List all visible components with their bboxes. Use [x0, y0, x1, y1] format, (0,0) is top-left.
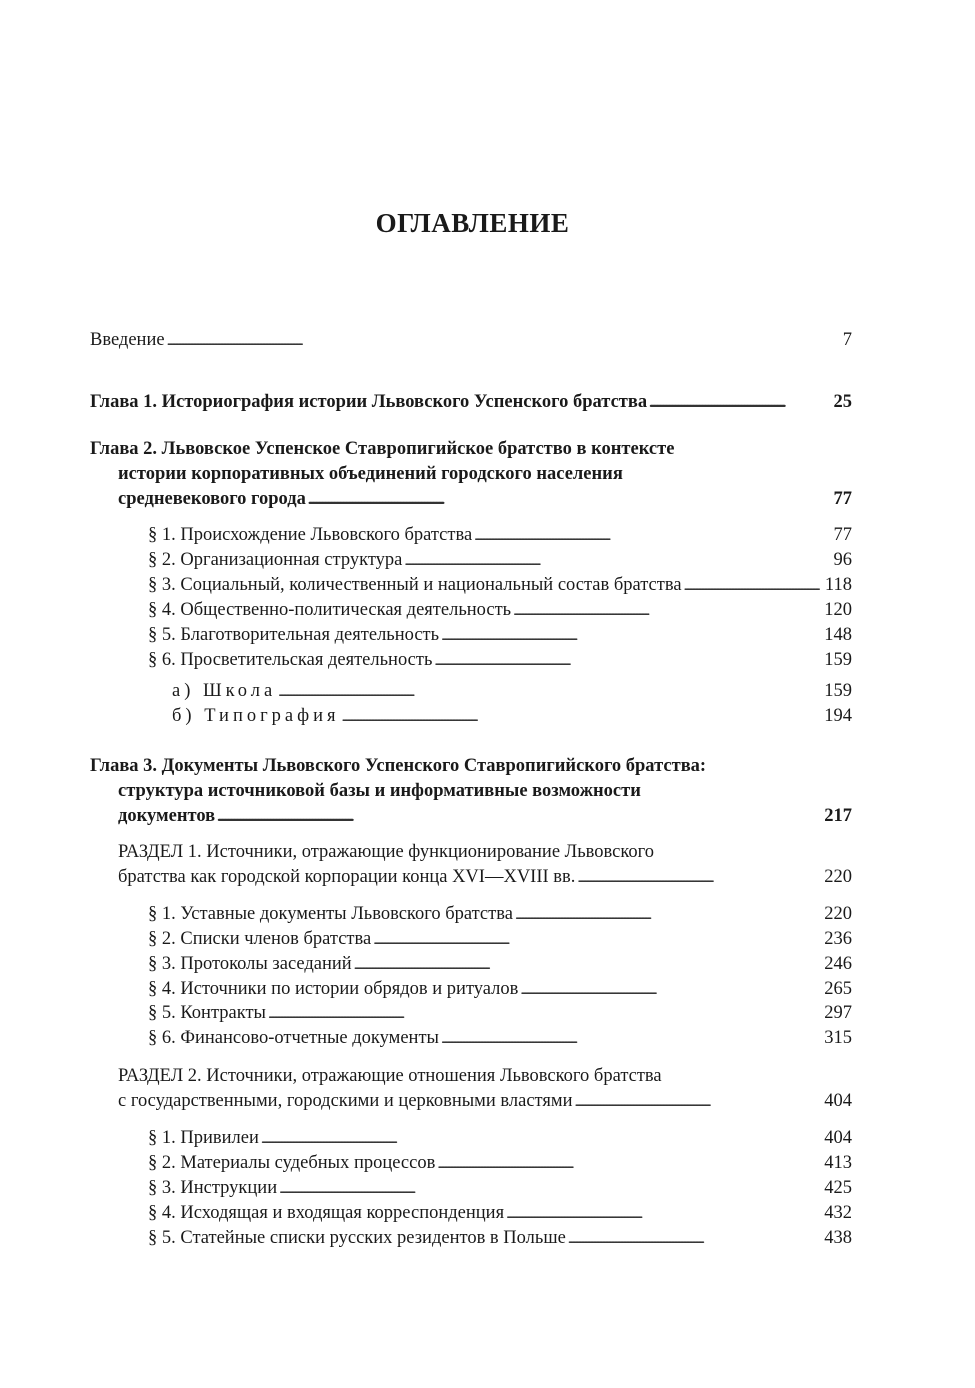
- toc-entry-intro[interactable]: [90, 328, 852, 354]
- leader-dots: [437, 1151, 822, 1177]
- leader-dots: [268, 1001, 822, 1027]
- leader-dots: [684, 573, 823, 599]
- leader-dots: [441, 623, 822, 649]
- leader-dots: [434, 648, 822, 674]
- leader-dots: [167, 328, 841, 354]
- toc-entry-label: с государственными, городскими и церковными властями: [118, 1091, 573, 1111]
- toc-entry-page: 25: [833, 392, 852, 412]
- leader-dots: [506, 1201, 822, 1227]
- toc-item[interactable]: [148, 902, 852, 928]
- leader-dots: [354, 952, 823, 978]
- leader-dots: [441, 1026, 822, 1052]
- toc-entry-page: 404: [824, 1091, 852, 1111]
- toc-entry-label: § 1. Уставные документы Львовского братства: [148, 904, 513, 924]
- toc-item[interactable]: [148, 623, 852, 649]
- toc-chapter-2[interactable]: [118, 487, 852, 513]
- leader-dots: [342, 704, 823, 730]
- toc-entry-page: 220: [824, 904, 852, 924]
- leader-dots: [513, 598, 822, 624]
- toc-subitem[interactable]: [172, 679, 852, 705]
- leader-dots: [577, 865, 822, 891]
- page-title: ОГЛАВЛЕНИЕ: [375, 208, 570, 238]
- toc-item[interactable]: [148, 1176, 852, 1202]
- toc-entry-page: 194: [824, 706, 852, 726]
- toc-entry-label: § 6. Просветительская деятельность: [148, 650, 433, 670]
- toc-entry-page: 432: [824, 1203, 852, 1223]
- leader-dots: [373, 927, 822, 953]
- toc-item[interactable]: [148, 1201, 852, 1227]
- leader-dots: [575, 1089, 823, 1115]
- toc-item[interactable]: [148, 927, 852, 953]
- toc-entry-label: средневекового города: [118, 489, 306, 509]
- toc-item[interactable]: [148, 1151, 852, 1177]
- leader-dots: [568, 1226, 822, 1252]
- toc-chapter-3[interactable]: [118, 804, 852, 830]
- leader-dots: [217, 804, 822, 830]
- toc-entry-label: § 2. Списки членов братства: [148, 929, 372, 949]
- toc-item[interactable]: [148, 1026, 852, 1052]
- leader-dots: [278, 679, 822, 705]
- toc-entry-label: документов: [118, 806, 216, 826]
- toc-item[interactable]: [148, 573, 852, 599]
- toc-entry-page: 246: [824, 954, 852, 974]
- toc-entry-page: 413: [824, 1153, 852, 1173]
- leader-dots: [279, 1176, 822, 1202]
- toc-item[interactable]: [148, 1126, 852, 1152]
- toc-entry-label: § 4. Общественно-политическая деятельность: [148, 600, 512, 620]
- leader-dots: [520, 977, 822, 1003]
- toc-entry-label: § 1. Происхождение Львовского братства: [148, 525, 473, 545]
- toc-item[interactable]: [148, 1001, 852, 1027]
- toc-entry-page: 77: [833, 525, 852, 545]
- toc-entry-label: § 6. Финансово-отчетные документы: [148, 1028, 439, 1048]
- toc-item[interactable]: [148, 977, 852, 1003]
- toc-entry-label: § 4. Исходящая и входящая корреспонденция: [148, 1203, 505, 1223]
- leader-dots: [308, 487, 832, 513]
- toc-entry-page: 425: [824, 1178, 852, 1198]
- toc-entry-page: 438: [824, 1228, 852, 1248]
- toc-entry-page: 404: [824, 1128, 852, 1148]
- toc-entry-label: § 5. Благотворительная деятельность: [148, 625, 440, 645]
- toc-chapter-3-line1: Глава 3. Документы Львовского Успенского Ставропигийского братства:: [90, 756, 707, 776]
- toc-entry-page: 159: [824, 650, 852, 670]
- toc-entry-label: б) Типография: [172, 706, 340, 726]
- toc-entry-label: братства как городской корпорации конца XVI—XVIII вв.: [118, 867, 576, 887]
- toc-item[interactable]: [148, 648, 852, 674]
- toc-item[interactable]: [148, 1226, 852, 1252]
- toc-chapter-2-line1: Глава 2. Львовское Успенское Ставропигийское братство в контексте: [90, 439, 675, 459]
- toc-entry-label: § 3. Протоколы заседаний: [148, 954, 352, 974]
- toc-entry-page: 96: [833, 550, 852, 570]
- toc-item[interactable]: [148, 548, 852, 574]
- leader-dots: [515, 902, 822, 928]
- toc-entry-label: § 3. Инструкции: [148, 1178, 278, 1198]
- toc-chapter-1[interactable]: [90, 390, 852, 416]
- toc-entry-label: § 4. Источники по истории обрядов и ритуалов: [148, 979, 519, 999]
- toc-section-2-line1: РАЗДЕЛ 2. Источники, отражающие отношения Львовского братства: [118, 1066, 662, 1086]
- toc-item[interactable]: [148, 952, 852, 978]
- toc-entry-label: § 3. Социальный, количественный и национальный состав братства: [148, 575, 682, 595]
- leader-dots: [474, 523, 831, 549]
- toc-entry-label: Введение: [90, 330, 165, 350]
- toc-section-1[interactable]: [118, 865, 852, 891]
- toc-entry-label: § 5. Контракты: [148, 1003, 266, 1023]
- toc-entry-page: 118: [824, 575, 852, 595]
- toc-entry-page: 220: [824, 867, 852, 887]
- toc-entry-label: § 2. Материалы судебных процессов: [148, 1153, 436, 1173]
- toc-entry-label: Глава 1. Историография истории Львовского Успенского братства: [90, 392, 648, 412]
- toc-section-1-line1: РАЗДЕЛ 1. Источники, отражающие функционирование Львовского: [118, 842, 655, 862]
- toc-chapter-2-line2: истории корпоративных объединений городского населения: [118, 464, 623, 484]
- toc-subitem[interactable]: [172, 704, 852, 730]
- toc-entry-page: 297: [824, 1003, 852, 1023]
- leader-dots: [261, 1126, 822, 1152]
- leader-dots: [649, 390, 831, 416]
- toc-entry-page: 217: [824, 806, 852, 826]
- leader-dots: [404, 548, 831, 574]
- toc-entry-page: 120: [824, 600, 852, 620]
- toc-entry-page: 77: [833, 489, 852, 509]
- toc-entry-label: а) Школа: [172, 681, 277, 701]
- toc-entry-page: 315: [824, 1028, 852, 1048]
- toc-entry-label: § 5. Статейные списки русских резидентов в Польше: [148, 1228, 566, 1248]
- toc-entry-label: § 2. Организационная структура: [148, 550, 403, 570]
- toc-entry-page: 159: [824, 681, 852, 701]
- toc-entry-page: 7: [842, 330, 852, 350]
- toc-chapter-3-line2: структура источниковой базы и информативные возможности: [118, 781, 641, 801]
- toc-section-2[interactable]: [118, 1089, 852, 1115]
- toc-item[interactable]: [148, 523, 852, 549]
- toc-entry-label: § 1. Привилеи: [148, 1128, 259, 1148]
- toc-item[interactable]: [148, 598, 852, 624]
- toc-entry-page: 265: [824, 979, 852, 999]
- toc-entry-page: 148: [824, 625, 852, 645]
- toc-entry-page: 236: [824, 929, 852, 949]
